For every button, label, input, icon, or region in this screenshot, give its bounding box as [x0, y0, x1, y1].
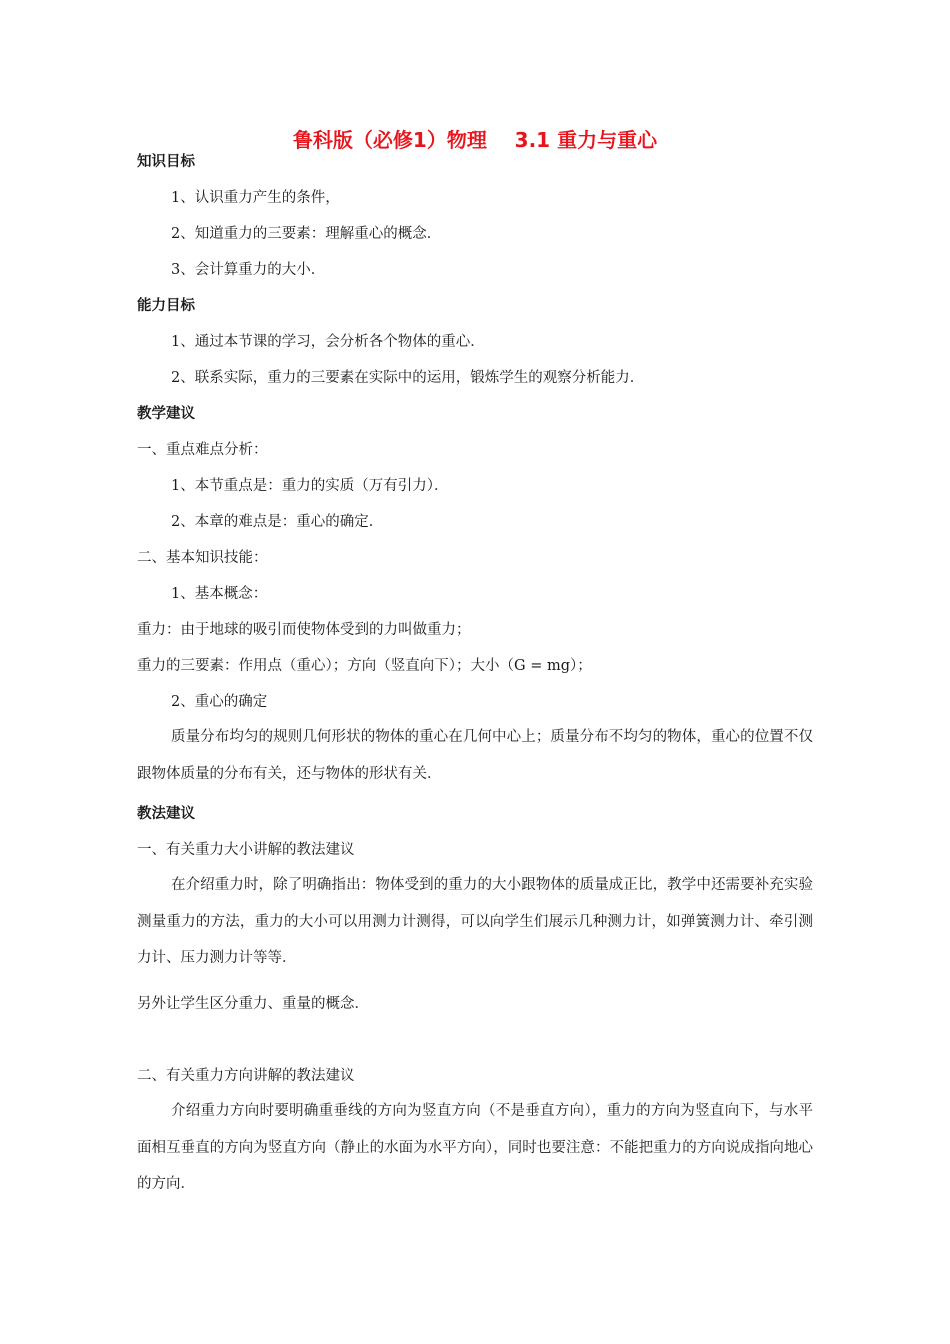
- ability-item-1: 1、通过本节课的学习，会分析各个物体的重心．: [171, 334, 485, 350]
- heading-teaching-suggestions: 教学建议: [137, 406, 195, 422]
- heading-method-suggestions: 教法建议: [137, 806, 195, 822]
- knowledge-item-2: 2、知道重力的三要素：理解重心的概念．: [171, 226, 442, 242]
- center-of-gravity-title: 2、重心的确定: [171, 694, 268, 710]
- document-title: 鲁科版（必修1）物理 3.1 重力与重心: [292, 128, 658, 152]
- knowledge-item-1: 1、认识重力产生的条件，: [171, 190, 340, 206]
- basic-concept-title: 1、基本概念：: [171, 586, 268, 602]
- teaching-part2-title: 二、基本知识技能：: [137, 550, 268, 566]
- gravity-definition: 重力：由于地球的吸引而使物体受到的力叫做重力；: [137, 622, 471, 638]
- knowledge-item-3: 3、会计算重力的大小．: [171, 262, 326, 278]
- gravity-three-elements: 重力的三要素：作用点（重心）；方向（竖直向下）；大小（G = mg）；: [137, 658, 592, 674]
- method-part2-title: 二、有关重力方向讲解的教法建议: [137, 1068, 355, 1084]
- teaching-part1-item-1: 1、本节重点是：重力的实质（万有引力）．: [171, 478, 449, 494]
- heading-ability-goals: 能力目标: [137, 298, 195, 314]
- ability-item-2: 2、联系实际，重力的三要素在实际中的运用，锻炼学生的观察分析能力．: [171, 370, 645, 386]
- method-part1-paragraph: 在介绍重力时，除了明确指出：物体受到的重力的大小跟物体的质量成正比，教学中还需要补充实验测量重力的方法，重力的大小可以用测力计测得，可以向学生们展示几种测力计，如弹簧测力计、牵引测力计、压力测力计等等．: [137, 877, 813, 966]
- method-part1-title: 一、有关重力大小讲解的教法建议: [137, 842, 355, 858]
- method-part2-paragraph: 介绍重力方向时要明确重垂线的方向为竖直方向（不是垂直方向），重力的方向为竖直向下，与水平面相互垂直的方向为竖直方向（静止的水面为水平方向），同时也要注意：不能把重力的方向说成指向地心的方向．: [137, 1103, 813, 1192]
- teaching-part1-title: 一、重点难点分析：: [137, 442, 268, 458]
- heading-knowledge-goals: 知识目标: [137, 154, 195, 170]
- method-part1-extra: 另外让学生区分重力、重量的概念．: [137, 996, 369, 1012]
- teaching-part1-item-2: 2、本章的难点是：重心的确定．: [171, 514, 384, 530]
- center-of-gravity-paragraph: 质量分布均匀的规则几何形状的物体的重心在几何中心上；质量分布不均匀的物体，重心的位置不仅跟物体质量的分布有关，还与物体的形状有关．: [137, 729, 813, 782]
